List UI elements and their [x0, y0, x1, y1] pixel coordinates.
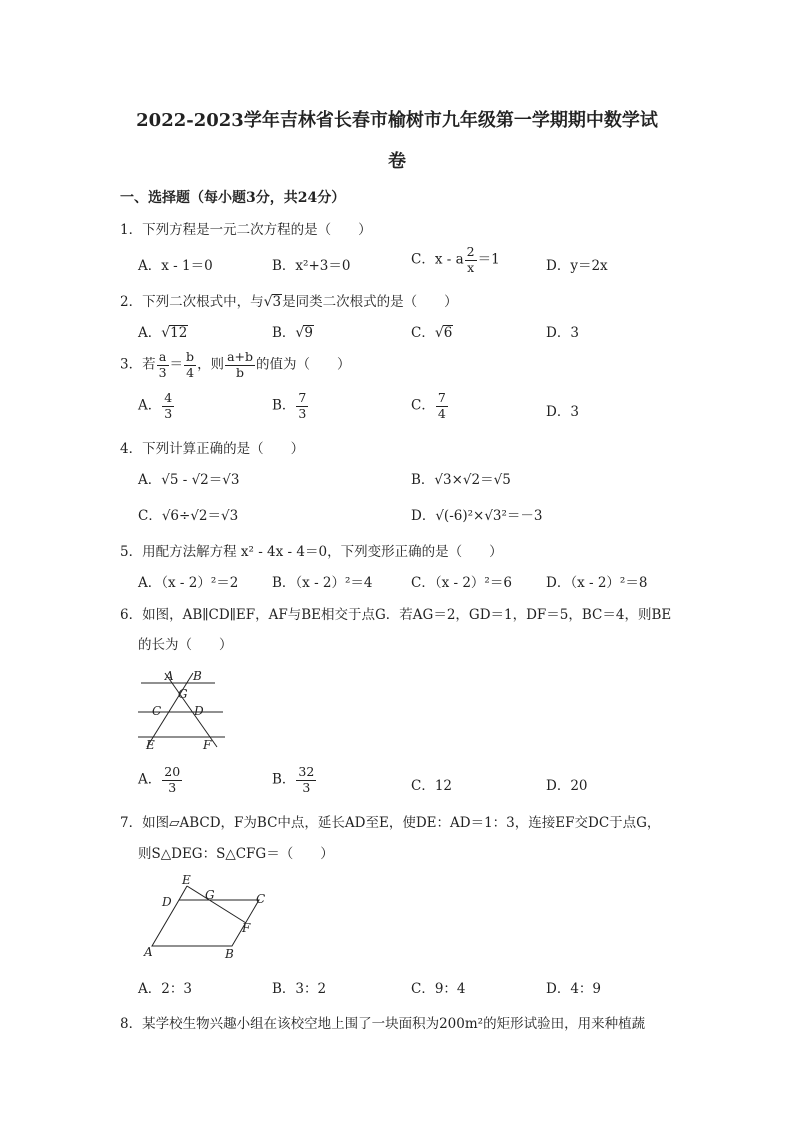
exam-title-line1: 2022-2023学年吉林省长春市榆树市九年级第一学期期中数学试: [136, 110, 658, 131]
q7-option-d: D．4：9: [546, 981, 602, 997]
q7-option-b: B．3：2: [272, 981, 327, 997]
label-c: C: [152, 704, 162, 718]
question-1-stem: 1．下列方程是一元二次方程的是（ ）: [120, 222, 372, 238]
label-g: G: [205, 888, 215, 902]
question-7-stem-line2: 则S△DEG：S△CFG＝（ ）: [138, 846, 334, 862]
q4-option-b: B．√3×√2＝√5: [411, 472, 511, 488]
label-f: F: [203, 738, 212, 752]
q4-option-c: C．√6÷√2＝√3: [138, 508, 239, 524]
q3-option-c: C． $\frac{7}{4}$: [411, 390, 446, 421]
label-d: D: [162, 895, 172, 909]
question-5-stem: 5．用配方法解方程 x² - 4x - 4＝0，下列变形正确的是（ ）: [120, 544, 503, 560]
line-de: [179, 886, 187, 900]
question-3-stem: 3．若 $\frac{a}{3}$ ＝ $\frac{b}{4}$ ，则 $\frac{a+b}{b}$ 的值为（ ）: [120, 349, 351, 380]
q2-option-c: C．√6: [411, 325, 453, 341]
label-e: E: [146, 738, 155, 752]
q1-option-d: D．y＝2x: [546, 258, 608, 274]
q3-option-a: A． $\frac{4}{3}$: [138, 390, 173, 421]
q4-option-a: A．√5 - √2＝√3: [138, 472, 240, 488]
q2-option-a: A．√12: [138, 325, 188, 341]
label-b: B: [225, 947, 234, 961]
question-4-stem: 4．下列计算正确的是（ ）: [120, 441, 305, 457]
q1-option-b: B．x²+3＝0: [272, 258, 351, 274]
question-6-stem-line2: 的长为（ ）: [138, 637, 233, 653]
label-d: D: [194, 704, 204, 718]
question-7-stem-line1: 7．如图▱ABCD，F为BC中点，延长AD至E，使DE：AD＝1：3，连接EF交DC于点G，: [120, 815, 661, 831]
section-heading: 一、选择题（每小题3分，共24分）: [120, 190, 346, 206]
exam-title-line2: 卷: [388, 151, 406, 172]
label-a: A: [165, 669, 174, 683]
question-8-stem: 8．某学校生物兴趣小组在该校空地上围了一块面积为200m²的矩形试验田，用来种植蔬: [120, 1016, 646, 1032]
q6-option-b: B． $\frac{32}{3}$: [272, 764, 315, 795]
q6-option-a: A． $\frac{20}{3}$: [138, 764, 181, 795]
q7-option-c: C．9：4: [411, 981, 466, 997]
q7-option-a: A．2：3: [138, 981, 192, 997]
line-ef: [187, 886, 246, 923]
q5-option-b: B．（x - 2）²＝4: [272, 575, 373, 591]
label-f: F: [242, 921, 251, 935]
q5-option-c: C．（x - 2）²＝6: [411, 575, 512, 591]
line-af: [165, 673, 217, 747]
q3-option-b: B． $\frac{7}{3}$: [272, 390, 307, 421]
q4-option-d: D．√(-6)²×√3²＝－3: [411, 508, 543, 524]
q6-figure: [135, 665, 230, 755]
q1-option-c: C．x - a $\frac{2}{x}$ ＝1: [411, 244, 500, 275]
q1-option-a: A．x - 1＝0: [138, 258, 213, 274]
label-g: G: [178, 687, 188, 701]
q2-option-b: B．√9: [272, 325, 313, 341]
label-b: B: [193, 669, 202, 683]
question-2-stem: 2．下列二次根式中，与√3是同类二次根式的是（ ）: [120, 294, 458, 310]
label-a: A: [144, 945, 153, 959]
q7-figure: [138, 872, 273, 962]
label-e: E: [182, 873, 191, 887]
q6-option-d: D．20: [546, 778, 588, 794]
q2-option-d: D．3: [546, 325, 579, 341]
q6-option-c: C．12: [411, 778, 453, 794]
q5-option-d: D．（x - 2）²＝8: [546, 575, 648, 591]
question-6-stem-line1: 6．如图，AB∥CD∥EF，AF与BE相交于点G．若AG＝2，GD＝1，DF＝5，BC＝4，则BE: [120, 607, 672, 623]
label-c: C: [256, 892, 266, 906]
q5-option-a: A．（x - 2）²＝2: [138, 575, 239, 591]
q3-option-d: D．3: [546, 404, 579, 420]
